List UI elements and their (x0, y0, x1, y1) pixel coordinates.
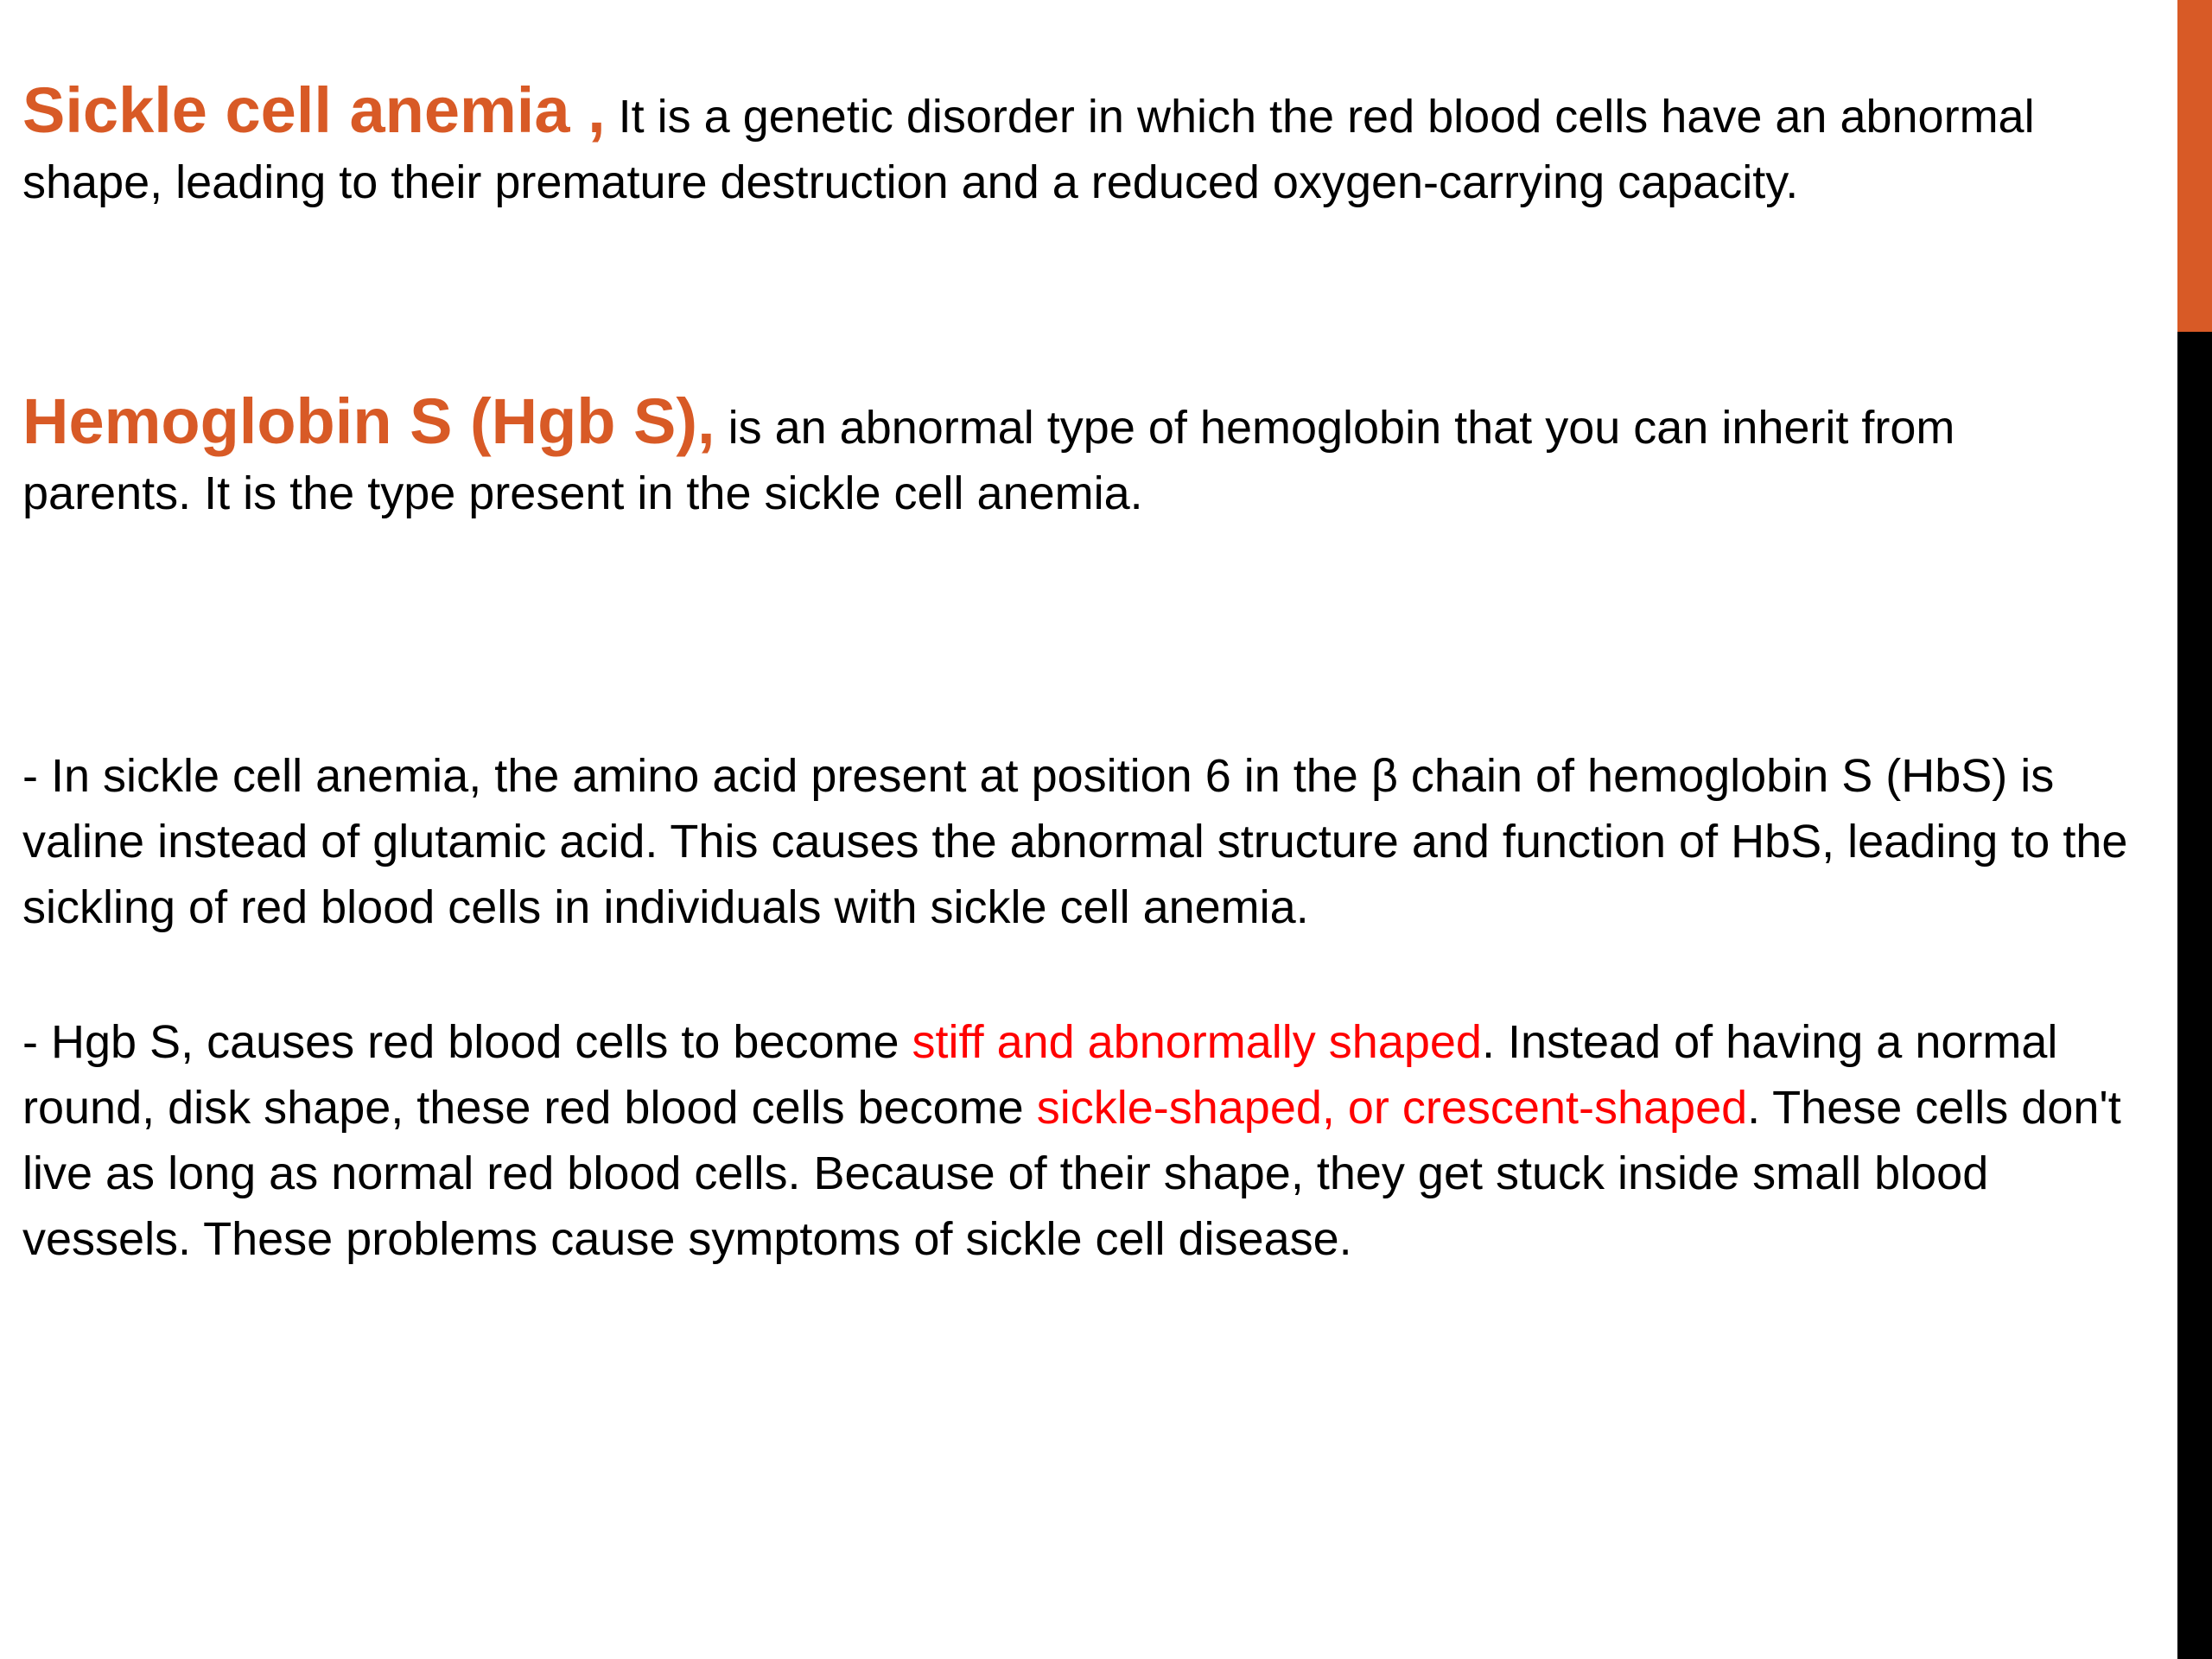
bullet-text: . Instead of having a normal round, disk shape, these red blood cells become (22, 1016, 2058, 1134)
highlight-stiff-shaped: stiff and abnormally shaped (912, 1016, 1482, 1068)
highlight-sickle-shaped: sickle-shaped, or crescent-shaped (1036, 1082, 1748, 1134)
bullet-text: . These cells don't live as long as normal red blood cells. Because of their shape, they get stuck inside small blood vessels. These problems cause symptoms of sickle cell disease. (22, 1082, 2121, 1265)
term-sickle-cell-anemia: Sickle cell anemia , (22, 74, 606, 146)
bullet-text: - Hgb S, causes red blood cells to become (22, 1016, 912, 1068)
definition-hemoglobin-s (22, 385, 2131, 526)
side-accent-bar-orange (2177, 0, 2212, 332)
definition-text: It is a genetic disorder in which the red blood cells have an abnormal shape, leading to their premature destruction and a reduced oxygen-carrying capacity. (22, 91, 2035, 208)
side-accent-bar-black (2177, 332, 2212, 1659)
definition-sickle-cell-anemia (22, 74, 2131, 215)
bullet-amino-acid: - In sickle cell anemia, the amino acid present at position 6 in the β chain of hemoglobin S (HbS) is valine instead of glutamic acid. This causes the abnormal structure and function of HbS, leading to the sickling of red blood cells in individuals with sickle cell anemia. (22, 750, 2128, 933)
term-hemoglobin-s: Hemoglobin S (Hgb S), (22, 385, 715, 457)
bullet-hgb-s-effects (22, 1009, 2131, 1272)
definition-text: is an abnormal type of hemoglobin that you can inherit from parents. It is the type present in the sickle cell anemia. (22, 402, 1955, 519)
